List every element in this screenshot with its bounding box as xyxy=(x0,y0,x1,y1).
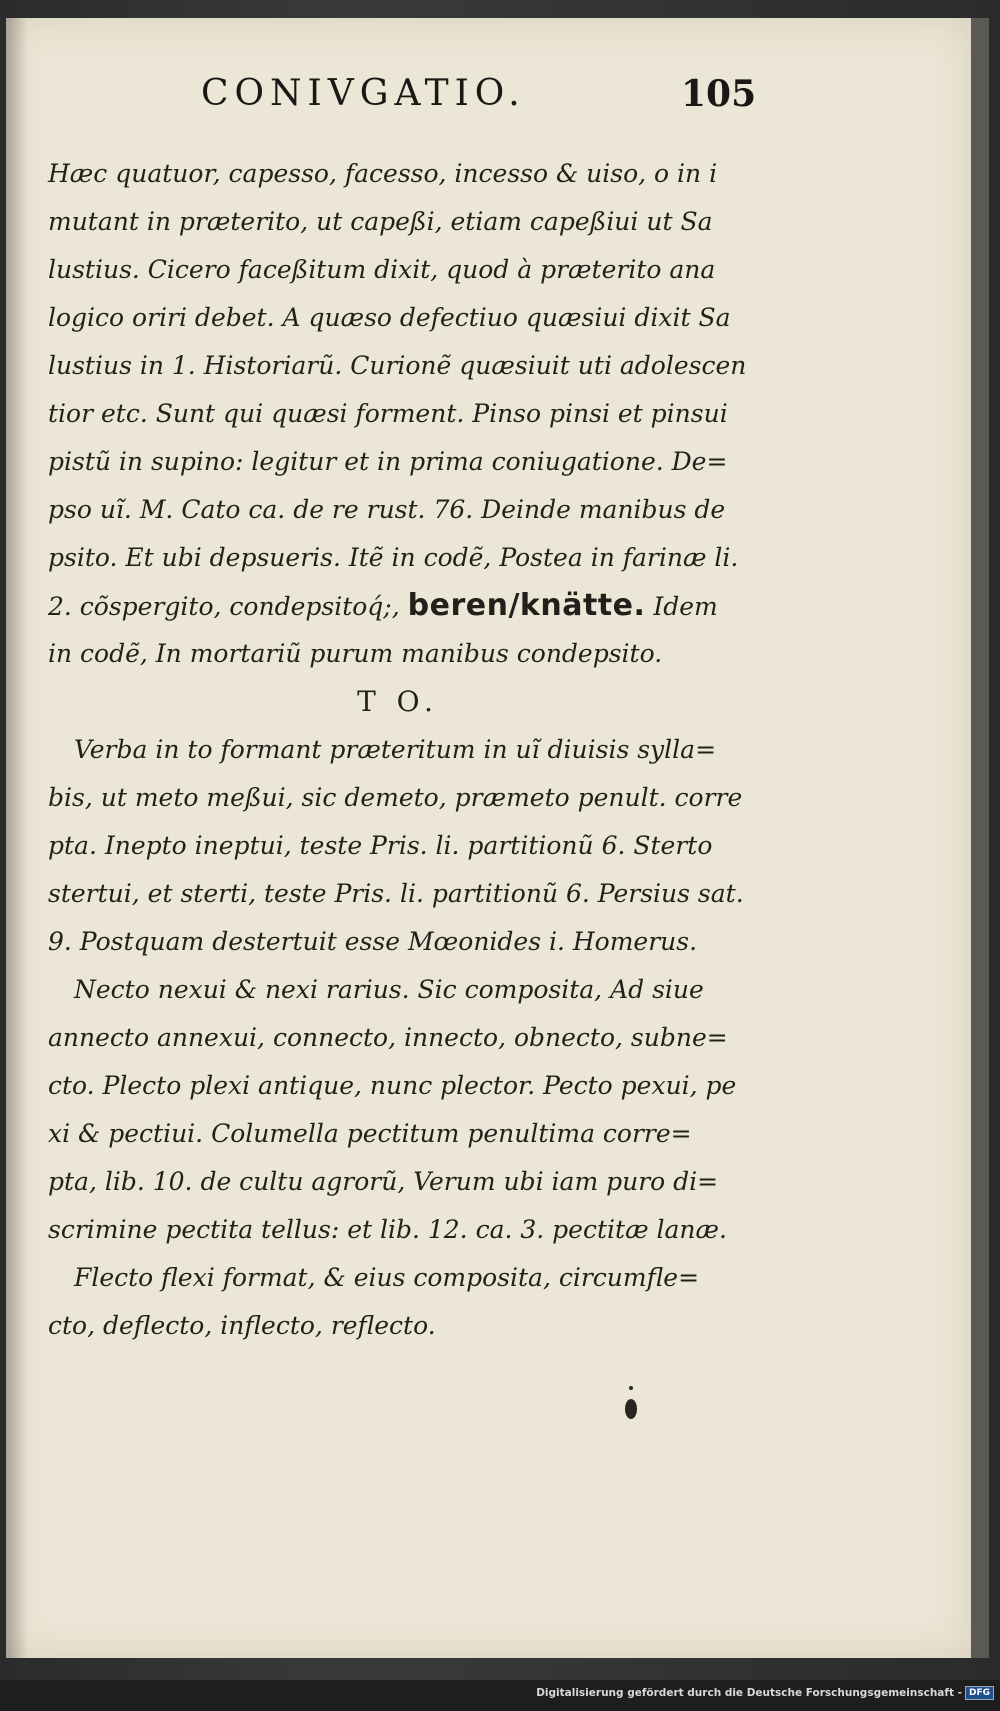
text-line: Hæc quatuor, capesso, facesso, incesso & uiso, o in i xyxy=(48,159,718,188)
page-number: 105 xyxy=(681,73,757,115)
credit-text: Digitalisierung gefördert durch die Deutsche Forschungsgemeinschaft - xyxy=(536,1687,962,1699)
body-text xyxy=(48,150,748,1350)
book-page xyxy=(6,18,989,1658)
text-line: scrimine pectita tellus: et lib. 12. ca. 3. pectitæ lanæ. xyxy=(48,1215,727,1244)
text-line: cto, deflecto, inflecto, reflecto. xyxy=(48,1311,436,1340)
text-line: logico oriri debet. A quæso defectiuo quæsiui dixit Sa xyxy=(48,303,731,332)
text-line: annecto annexui, connecto, innecto, obnecto, subne= xyxy=(48,1023,728,1052)
text-line-with-gloss xyxy=(48,582,748,630)
text-line: tior etc. Sunt qui quæsi forment. Pinso pinsi et pinsui xyxy=(48,399,728,428)
paragraph-start-line: Necto nexui & nexi rarius. Sic composita, Ad siue xyxy=(74,975,704,1004)
spine-shadow xyxy=(6,18,28,1658)
text-line: pta, lib. 10. de cultu agrorũ, Verum ubi iam puro di= xyxy=(48,1167,719,1196)
text-line: pistũ in supino: legitur et in prima coniugatione. De= xyxy=(48,447,728,476)
text-segment: 2. cõspergito, condepsitoq́;, xyxy=(48,592,408,621)
text-line: psito. Et ubi depsueris. Itẽ in codẽ, Postea in farinæ li. xyxy=(48,543,739,572)
section-heading: T O. xyxy=(357,685,439,718)
paragraph-start-line: Flecto flexi format, & eius composita, circumfle= xyxy=(74,1263,700,1292)
text-line: stertui, et sterti, teste Pris. li. partitionũ 6. Persius sat. xyxy=(48,879,744,908)
running-head xyxy=(6,73,971,133)
digitization-credit xyxy=(536,1686,994,1700)
text-line: in codẽ, In mortariũ purum manibus condepsito. xyxy=(48,639,663,668)
paragraph-start-line: Verba in to formant præteritum in uĩ diuisis sylla= xyxy=(74,735,717,764)
text-line: bis, ut meto meßui, sic demeto, præmeto penult. corre xyxy=(48,783,743,812)
text-line: pso uĩ. M. Cato ca. de re rust. 76. Deinde manibus de xyxy=(48,495,726,524)
text-line: lustius in 1. Historiarũ. Curionẽ quæsiuit uti adolescen xyxy=(48,351,747,380)
text-line: xi & pectiui. Columella pectitum penultima corre= xyxy=(48,1119,692,1148)
text-line: mutant in præterito, ut capeßi, etiam capeßiui ut Sa xyxy=(48,207,713,236)
text-line: cto. Plecto plexi antique, nunc plector. Pecto pexui, pe xyxy=(48,1071,737,1100)
text-line: lustius. Cicero faceßitum dixit, quod à præterito ana xyxy=(48,255,716,284)
running-title: CONIVGATIO. xyxy=(201,73,526,114)
text-line: pta. Inepto ineptui, teste Pris. li. partitionũ 6. Sterto xyxy=(48,831,713,860)
text-line: 9. Postquam destertuit esse Mœonides i. Homerus. xyxy=(48,927,698,956)
text-segment: Idem xyxy=(645,592,718,621)
german-gloss: beren/knätte. xyxy=(407,588,646,623)
dfg-logo: DFG xyxy=(965,1686,994,1700)
ornament-mark xyxy=(624,1383,638,1421)
